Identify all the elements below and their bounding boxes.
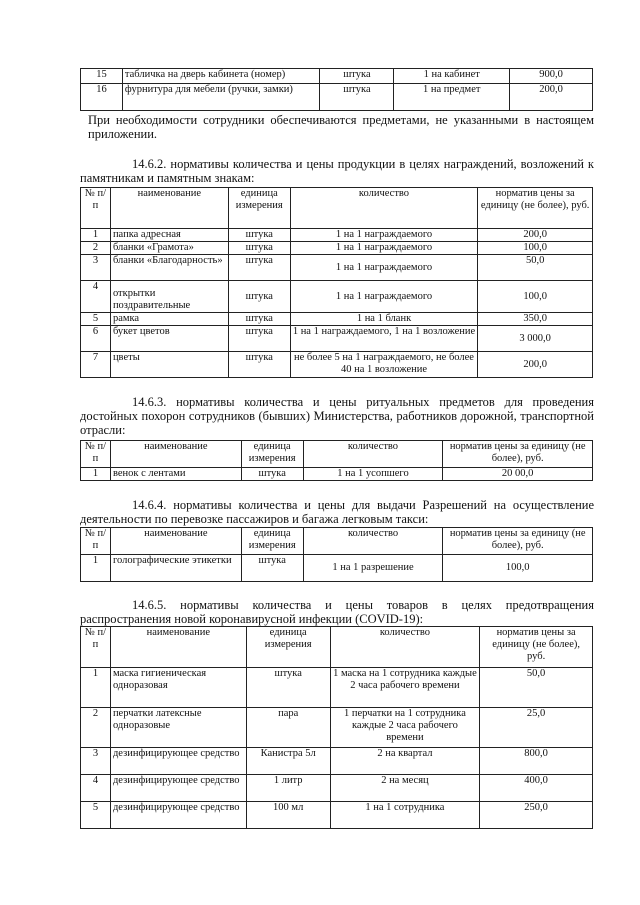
- table-row: [81, 708, 593, 748]
- row-number: 2: [81, 242, 111, 255]
- table-row: [81, 802, 593, 829]
- row-quantity: 1 на 1 награждаемого: [290, 255, 478, 281]
- row-name: цветы: [110, 352, 228, 378]
- table-row: [81, 555, 593, 582]
- row-name: дезинфицирующее средство: [110, 748, 246, 775]
- note-paragraph: При необходимости сотрудники обеспечиваются предметами, не указанными в настоящем приложении.: [88, 113, 594, 141]
- row-quantity: 1 на кабинет: [394, 69, 510, 84]
- row-unit: штука: [228, 326, 290, 352]
- row-number: 1: [81, 229, 111, 242]
- table-row: [81, 352, 593, 378]
- row-number: 16: [81, 84, 123, 111]
- table-header: [81, 441, 593, 468]
- header-name: наименование: [110, 188, 228, 229]
- row-price: 200,0: [510, 84, 593, 111]
- row-unit: 100 мл: [246, 802, 330, 829]
- covid-table: [80, 626, 593, 829]
- row-quantity: 2 на месяц: [330, 775, 480, 802]
- row-price: 800,0: [480, 748, 593, 775]
- row-unit: штука: [320, 69, 394, 84]
- row-name: перчатки латексные одноразовые: [110, 708, 246, 748]
- row-unit: штука: [228, 313, 290, 326]
- row-unit: штука: [228, 229, 290, 242]
- section-heading: 14.6.5. нормативы количества и цены товаров в целях предотвращения распространения новой коронавирусной инфекции (COVID-19):: [80, 598, 594, 626]
- table-row: [81, 313, 593, 326]
- header-name: наименование: [110, 528, 241, 555]
- row-name: бланки «Благодарность»: [110, 255, 228, 281]
- row-price: 50,0: [480, 668, 593, 708]
- row-name: букет цветов: [110, 326, 228, 352]
- row-name: венок с лентами: [110, 468, 241, 481]
- table-header: [81, 528, 593, 555]
- row-price: 3 000,0: [478, 326, 593, 352]
- row-number: 3: [81, 748, 111, 775]
- row-price: 100,0: [478, 281, 593, 313]
- table-row: [81, 69, 593, 84]
- row-name: маска гигиеническая одноразовая: [110, 668, 246, 708]
- row-number: 6: [81, 326, 111, 352]
- top-table: [80, 68, 593, 111]
- row-unit: штука: [228, 281, 290, 313]
- row-quantity: 1 на 1 разрешение: [303, 555, 443, 582]
- header-name: наименование: [110, 627, 246, 668]
- row-unit: штука: [241, 468, 303, 481]
- row-quantity: 1 на 1 награждаемого: [290, 281, 478, 313]
- row-quantity: 1 на 1 сотрудника: [330, 802, 480, 829]
- section-heading: 14.6.3. нормативы количества и цены ритуальных предметов для проведения достойных похорон сотрудников (бывших) Министерства, работников дорожной, транспортной отрасли:: [80, 395, 594, 437]
- row-number: 1: [81, 668, 111, 708]
- row-unit: Канистра 5л: [246, 748, 330, 775]
- row-price: 20 00,0: [443, 468, 593, 481]
- row-quantity: 1 на 1 бланк: [290, 313, 478, 326]
- header-quantity: количество: [303, 528, 443, 555]
- table-row: [81, 255, 593, 281]
- row-number: 4: [81, 775, 111, 802]
- header-quantity: количество: [290, 188, 478, 229]
- row-quantity: 1 на 1 награждаемого: [290, 229, 478, 242]
- table-row: [81, 242, 593, 255]
- row-number: 5: [81, 313, 111, 326]
- header-quantity: количество: [303, 441, 443, 468]
- row-name: бланки «Грамота»: [110, 242, 228, 255]
- table-row: [81, 468, 593, 481]
- row-quantity: не более 5 на 1 награждаемого, не более 40 на 1 возложение: [290, 352, 478, 378]
- header-number: № п/п: [81, 188, 111, 229]
- row-price: 50,0: [478, 255, 593, 281]
- funeral-table: [80, 440, 593, 481]
- table-row: [81, 775, 593, 802]
- header-unit: единица измерения: [241, 528, 303, 555]
- row-number: 5: [81, 802, 111, 829]
- header-price: норматив цены за единицу (не более), руб.: [478, 188, 593, 229]
- row-price: 900,0: [510, 69, 593, 84]
- taxi-permits-table: [80, 527, 593, 582]
- row-price: 200,0: [478, 229, 593, 242]
- table-header: [81, 188, 593, 229]
- row-name: табличка на дверь кабинета (номер): [122, 69, 320, 84]
- header-number: № п/п: [81, 441, 111, 468]
- row-unit: штука: [320, 84, 394, 111]
- row-unit: штука: [228, 242, 290, 255]
- header-unit: единица измерения: [228, 188, 290, 229]
- row-name: дезинфицирующее средство: [110, 775, 246, 802]
- table-header: [81, 627, 593, 668]
- row-number: 3: [81, 255, 111, 281]
- row-number: 1: [81, 555, 111, 582]
- row-unit: штука: [241, 555, 303, 582]
- awards-table: [80, 187, 593, 378]
- header-price: норматив цены за единицу (не более), руб.: [480, 627, 593, 668]
- row-unit: штука: [228, 352, 290, 378]
- header-unit: единица измерения: [241, 441, 303, 468]
- row-number: 2: [81, 708, 111, 748]
- row-price: 250,0: [480, 802, 593, 829]
- table-row: [81, 326, 593, 352]
- row-quantity: 2 на квартал: [330, 748, 480, 775]
- row-name: рамка: [110, 313, 228, 326]
- row-unit: штука: [228, 255, 290, 281]
- header-number: № п/п: [81, 627, 111, 668]
- row-quantity: 1 на 1 награждаемого: [290, 242, 478, 255]
- table-row: [81, 281, 593, 313]
- row-quantity: 1 на предмет: [394, 84, 510, 111]
- row-name: дезинфицирующее средство: [110, 802, 246, 829]
- table-row: [81, 84, 593, 111]
- row-quantity: 1 на 1 усопшего: [303, 468, 443, 481]
- row-price: 100,0: [443, 555, 593, 582]
- header-price: норматив цены за единицу (не более), руб.: [443, 528, 593, 555]
- row-quantity: 1 на 1 награждаемого, 1 на 1 возложение: [290, 326, 478, 352]
- row-name: папка адресная: [110, 229, 228, 242]
- table-row: [81, 748, 593, 775]
- row-price: 200,0: [478, 352, 593, 378]
- row-name: фурнитура для мебели (ручки, замки): [122, 84, 320, 111]
- row-quantity: 1 маска на 1 сотрудника каждые 2 часа рабочего времени: [330, 668, 480, 708]
- row-unit: штука: [246, 668, 330, 708]
- header-unit: единица измерения: [246, 627, 330, 668]
- table-row: [81, 668, 593, 708]
- row-name: открытки поздравительные: [110, 281, 228, 313]
- row-number: 15: [81, 69, 123, 84]
- header-number: № п/п: [81, 528, 111, 555]
- row-number: 7: [81, 352, 111, 378]
- section-heading: 14.6.4. нормативы количества и цены для выдачи Разрешений на осуществление деятельности по перевозке пассажиров и багажа легковым такси:: [80, 498, 594, 526]
- row-price: 350,0: [478, 313, 593, 326]
- table-row: [81, 229, 593, 242]
- row-unit: пара: [246, 708, 330, 748]
- row-price: 25,0: [480, 708, 593, 748]
- header-name: наименование: [110, 441, 241, 468]
- row-unit: 1 литр: [246, 775, 330, 802]
- row-number: 4: [81, 281, 111, 313]
- header-price: норматив цены за единицу (не более), руб.: [443, 441, 593, 468]
- row-price: 400,0: [480, 775, 593, 802]
- row-name: голографические этикетки: [110, 555, 241, 582]
- row-price: 100,0: [478, 242, 593, 255]
- section-heading: 14.6.2. нормативы количества и цены продукции в целях награждений, возложений к памятникам и памятным знакам:: [80, 157, 594, 185]
- header-quantity: количество: [330, 627, 480, 668]
- row-quantity: 1 перчатки на 1 сотрудника каждые 2 часа рабочего времени: [330, 708, 480, 748]
- row-number: 1: [81, 468, 111, 481]
